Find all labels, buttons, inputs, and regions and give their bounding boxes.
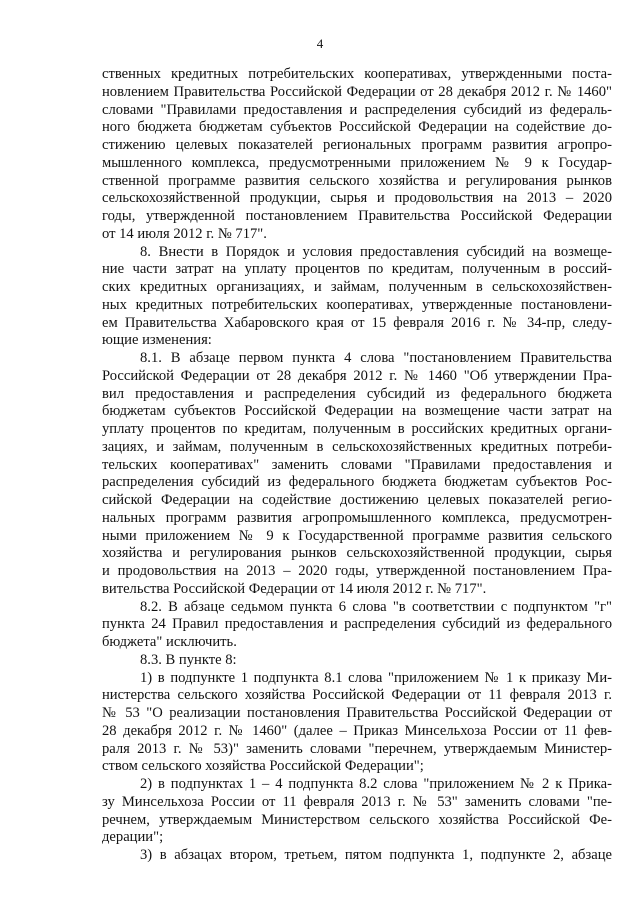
text-line: 8.2. В абзаце седьмом пункта 6 слова "в соответствии с подпунктом "г" [140,598,612,615]
text-line: хозяйства и регулирования рынков сельскохозяйственной продукции, сырья [102,545,612,562]
text-line: бюджетам субъектов Российской Федерации на возмещение части затрат на [102,403,612,420]
text-line: пункта 24 Правил предоставления и распределения субсидий из федерального [102,616,612,633]
text-line: ными приложением № 9 к Государственной программе развития сельского [102,527,612,544]
text-line: бюджета" исключить. [102,634,237,650]
text-line: новлением Правительства Российской Федерации от 28 декабря 2012 г. № 1460" [102,83,612,100]
text-line: 8.3. В пункте 8: [140,651,237,668]
text-line: вительства Российской Федерации от 14 июля 2012 г. № 717". [102,580,487,597]
text-line: 28 декабря 2012 г. № 1460" (далее – Приказ Минсельхоза России от 11 фев- [102,722,612,739]
text-line: ственных кредитных потребительских кооперативах, утвержденными поста- [102,66,612,82]
text-line: годы, утвержденной постановлением Правительства Российской Федерации [102,208,612,224]
text-line: зациях, и займам, полученным в сельскохозяйственных кредитных потреби- [102,438,612,455]
text-line: 3) в абзацах втором, третьем, пятом подпункта 1, подпункте 2, абзаце [140,847,612,863]
text-line: уплату процентов по кредитам, полученным в российских кредитных органи- [102,421,612,437]
text-line: мышленного комплекса, предусмотренными приложением № 9 к Государ- [102,154,612,171]
text-line: стижению целевых показателей региональных программ развития агропро- [102,137,612,153]
text-line: ством сельского хозяйства Российской Федерации"; [102,758,424,775]
text-line: 8. Внести в Порядок и условия предоставления субсидий на возмеще- [140,243,612,260]
text-line: вил предоставления и распределения субсидий из федерального бюджета [102,385,612,402]
text-line: ного бюджета бюджетам субъектов Российской Федерации на содействие до- [102,119,612,136]
text-line: нистерства сельского хозяйства Российской Федерации от 11 февраля 2013 г. [102,687,612,704]
text-line: зу Минсельхоза России от 11 февраля 2013 г. № 53" заменить словами "пе- [102,793,612,810]
text-line: распределения субсидий из федерального бюджета бюджетам субъектов Рос- [102,474,612,491]
text-line: сийской Федерации на содействие достижению целевых показателей регио- [102,492,612,508]
text-line: 1) в подпункте 1 подпункта 8.1 слова "приложением № 1 к приказу Ми- [140,669,612,686]
text-line: и продовольствия на 2013 – 2020 годы, утвержденной постановлением Пра- [102,563,612,579]
text-line: словами "Правилами предоставления и распределения субсидий из федераль- [102,101,612,118]
text-line: ственной программе развития сельского хозяйства и регулирования рынков [102,172,612,189]
text-line: тельских кооперативах" заменить словами "Правилами предоставления и [102,456,612,473]
document-body [102,66,612,865]
text-line: речнем, утверждаемым Министерством сельского хозяйства Российской Фе- [102,811,612,828]
text-line: Российской Федерации от 28 декабря 2012 г. № 1460 "Об утверждении Пра- [102,367,612,384]
text-line: сельскохозяйственной продукции, сырья и продовольствия на 2013 – 2020 [102,190,612,207]
text-line: раля 2013 г. № 53)" заменить словами "перечнем, утверждаемым Министер- [102,740,612,757]
text-line: № 53 "О реализации постановления Правительства Российской Федерации от [102,705,612,721]
text-line: 2) в подпунктах 1 – 4 подпункта 8.2 слова "приложением № 2 к Прика- [140,776,612,792]
text-line: ющие изменения: [102,332,212,349]
page-number: 4 [316,36,324,51]
text-line: ных кредитных потребительских кооперативах, утвержденные постановлени- [102,296,612,313]
text-line: 8.1. В абзаце первом пункта 4 слова "постановлением Правительства [140,350,612,366]
text-line: от 14 июля 2012 г. № 717". [102,225,267,242]
text-line: дерации"; [102,829,164,846]
text-line: ем Правительства Хабаровского края от 15 февраля 2016 г. № 34-пр, следу- [102,314,612,331]
text-line: нальных программ развития агропромышленного комплекса, предусмотрен- [102,509,612,526]
text-line: ние части затрат на уплату процентов по кредитам, полученным в россий- [102,261,612,278]
text-line: ских кредитных организациях, и займам, полученным в сельскохозяйствен- [102,279,612,295]
